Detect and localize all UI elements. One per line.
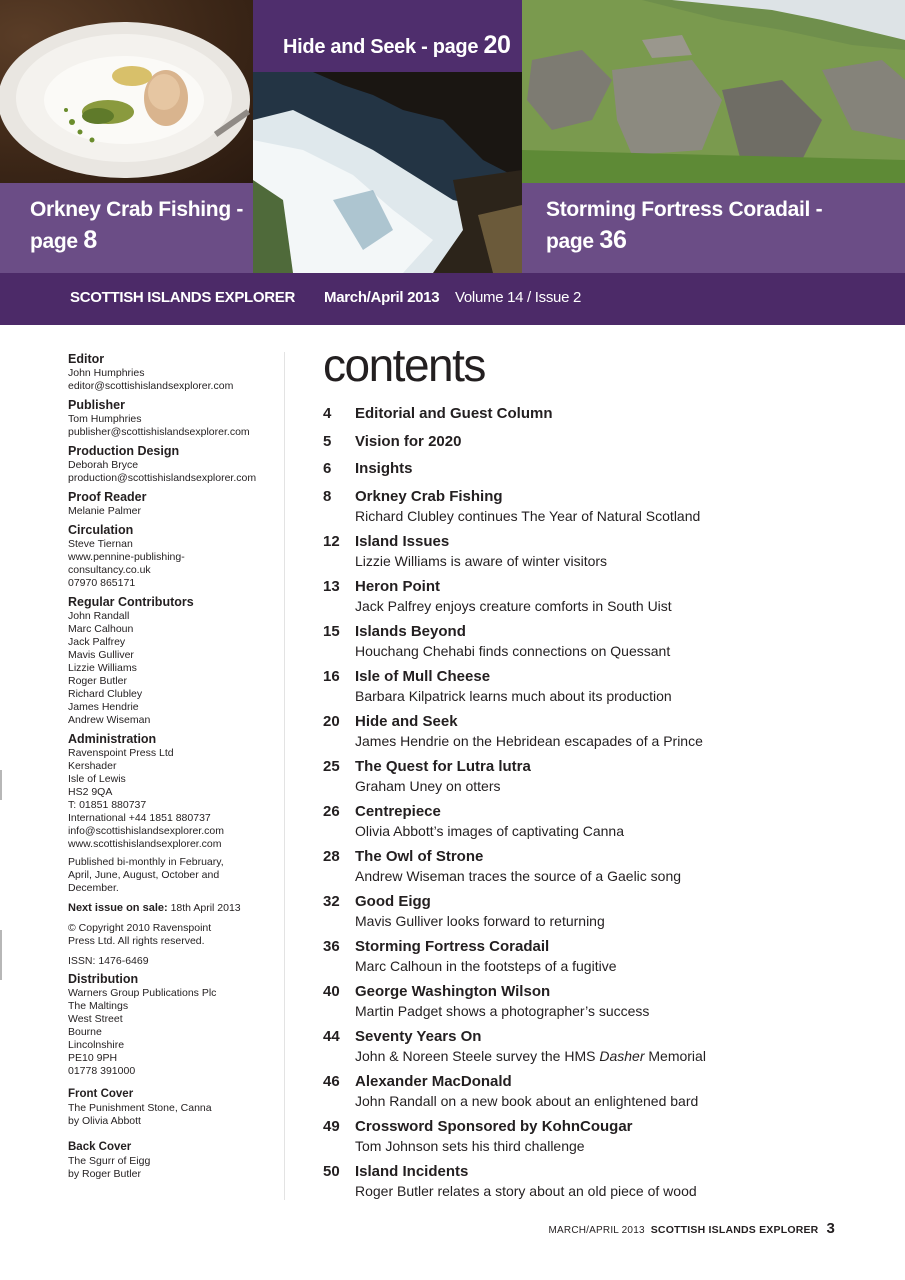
back-cover-heading: Back Cover <box>68 1141 132 1153</box>
contents-page-number: 40 <box>323 982 340 1000</box>
masthead-line: Steve Tiernan <box>68 538 133 550</box>
masthead-front-cover: Front Cover The Punishment Stone, Canna by Olivia Abbott <box>68 1087 278 1128</box>
contents-article-title: Islands Beyond <box>355 622 466 640</box>
contents-article-title: Orkney Crab Fishing <box>355 487 503 505</box>
contents-item[interactable] <box>323 802 883 847</box>
contents-article-title: Good Eigg <box>355 892 431 910</box>
masthead-line: Mavis Gulliver <box>68 649 134 661</box>
masthead-line: Marc Calhoun <box>68 623 134 635</box>
contents-page-number: 15 <box>323 622 340 640</box>
contents-article-description: Marc Calhoun in the footsteps of a fugitive <box>355 957 617 974</box>
masthead-line: Jack Palfrey <box>68 636 126 648</box>
masthead-line: Deborah Bryce <box>68 459 139 471</box>
next-issue <box>68 902 278 915</box>
masthead-line: www.pennine-publishing- <box>68 551 185 563</box>
contents-page-number: 8 <box>323 487 332 505</box>
masthead-column <box>68 352 278 1186</box>
contents-page-number: 20 <box>323 712 340 730</box>
masthead-line: Kershader <box>68 760 117 772</box>
caption-orkney-page: 8 <box>83 226 97 254</box>
masthead-section <box>68 523 278 590</box>
masthead-section <box>68 732 278 851</box>
contents-article-title: Editorial and Guest Column <box>355 405 553 422</box>
contents-article-description: Barbara Kilpatrick learns much about its production <box>355 687 672 704</box>
cover-banner <box>0 0 905 273</box>
caption-hide-and-seek[interactable] <box>253 0 522 72</box>
contents-page-number: 16 <box>323 667 340 685</box>
page-number: 3 <box>826 1220 835 1237</box>
contents-item[interactable] <box>323 1162 883 1207</box>
contents-article-title: The Owl of Strone <box>355 847 484 865</box>
caption-orkney-crab-fishing-text: Orkney Crab Fishing - <box>30 198 244 221</box>
contents-article-description: Roger Butler relates a story about an old piece of wood <box>355 1182 697 1199</box>
contents-article-description: Martin Padget shows a photographer’s success <box>355 1002 650 1019</box>
masthead-line: Ravenspoint Press Ltd <box>68 747 174 759</box>
page-edge-mark <box>0 930 2 980</box>
contents-item[interactable] <box>323 577 883 622</box>
contents-article-description: Jack Palfrey enjoys creature comforts in South Uist <box>355 597 672 614</box>
masthead-line: www.scottishislandsexplorer.com <box>68 838 222 850</box>
masthead-line: John Humphries <box>68 367 145 379</box>
contents-item[interactable] <box>323 532 883 577</box>
contents-article-title: Storming Fortress Coradail <box>355 937 550 955</box>
contents-page-number: 28 <box>323 847 340 865</box>
contents-item[interactable] <box>323 459 883 487</box>
contents-article-description: Houchang Chehabi finds connections on Quessant <box>355 642 671 659</box>
masthead-back-cover: Back Cover The Sgurr of Eigg by Roger Butler <box>68 1140 278 1181</box>
contents-page-number: 4 <box>323 405 332 422</box>
masthead-line: James Hendrie <box>68 701 139 713</box>
contents-article-description: Lizzie Williams is aware of winter visitors <box>355 552 608 569</box>
page-footer <box>549 1220 835 1237</box>
masthead-heading: Proof Reader <box>68 490 147 504</box>
contents-item[interactable] <box>323 622 883 667</box>
magazine-title: SCOTTISH ISLANDS EXPLORER <box>70 289 296 306</box>
contents-article-title: Heron Point <box>355 577 440 595</box>
contents-article-description: Tom Johnson sets his third challenge <box>355 1137 585 1154</box>
hillside-photo <box>522 0 905 183</box>
caption-orkney-crab-fishing[interactable] <box>0 183 253 273</box>
masthead-section <box>68 398 278 439</box>
contents-page-number: 5 <box>323 432 332 450</box>
masthead-line: 07970 865171 <box>68 577 136 589</box>
masthead-line: T: 01851 880737 <box>68 799 147 811</box>
contents-item[interactable] <box>323 404 883 432</box>
caption-storming-page: 36 <box>599 226 627 254</box>
contents-page-number: 26 <box>323 802 340 820</box>
masthead-line: HS2 9QA <box>68 786 113 798</box>
footer-issue: MARCH/APRIL 2013 <box>548 1225 645 1236</box>
contents-item[interactable] <box>323 892 883 937</box>
page-edge-mark <box>0 770 2 800</box>
contents-item[interactable] <box>323 937 883 982</box>
contents-item[interactable] <box>323 982 883 1027</box>
contents-page-number: 36 <box>323 937 340 955</box>
contents-article-title: George Washington Wilson <box>355 982 551 1000</box>
caption-storming-fortress-coradail[interactable] <box>522 183 905 273</box>
next-issue-date: 18th April 2013 <box>170 902 241 914</box>
contents-item[interactable] <box>323 847 883 892</box>
contents-item[interactable] <box>323 1027 883 1072</box>
contents-article-description: Olivia Abbott’s images of captivating Canna <box>355 822 625 839</box>
contents-article-title: Island Incidents <box>355 1162 469 1180</box>
contents-article-title: Crossword Sponsored by KohnCougar <box>355 1117 633 1135</box>
caption-orkney-page-prefix: page <box>30 230 78 253</box>
contents-item[interactable] <box>323 432 883 460</box>
contents-heading: contents <box>323 339 485 391</box>
masthead-line: Andrew Wiseman <box>68 714 151 726</box>
contents-item[interactable] <box>323 667 883 712</box>
masthead-section <box>68 490 278 518</box>
contents-page-number: 50 <box>323 1162 340 1180</box>
next-issue-label: Next issue on sale: <box>68 902 168 914</box>
masthead-line: Roger Butler <box>68 675 127 687</box>
column-divider <box>284 352 285 1200</box>
issn: ISSN: 1476-6469 <box>68 955 149 967</box>
masthead-section <box>68 595 278 727</box>
contents-list <box>323 404 883 1207</box>
distribution-heading: Distribution <box>68 972 139 986</box>
contents-article-title: Isle of Mull Cheese <box>355 667 491 685</box>
contents-article-description <box>355 1047 883 1066</box>
contents-page-number: 32 <box>323 892 340 910</box>
description-part: Memorial <box>644 1047 706 1064</box>
masthead-distribution: Distribution Warners Group Publications Plc The Maltings West Street Bourne Lincolnshire PE10 9PH 01778 391000 <box>68 972 278 1078</box>
crab-dish-photo <box>0 0 253 183</box>
caption-hide-and-seek-text: Hide and Seek - page <box>283 36 479 58</box>
contents-item[interactable] <box>323 1072 883 1117</box>
contents-article-description: James Hendrie on the Hebridean escapades of a Prince <box>355 732 703 749</box>
masthead-heading: Editor <box>68 352 105 366</box>
masthead-line: production@scottishislandsexplorer.com <box>68 472 257 484</box>
footer-magazine: SCOTTISH ISLANDS EXPLORER <box>650 1224 819 1236</box>
publication-frequency: Published bi-monthly in February, April, June, August, October and December. <box>68 856 224 894</box>
caption-storming-page-prefix: page <box>546 230 594 253</box>
contents-article-description: John Randall on a new book about an enlightened bard <box>355 1092 699 1109</box>
contents-article-title: Vision for 2020 <box>355 432 462 450</box>
contents-item[interactable] <box>323 1117 883 1162</box>
contents-item[interactable] <box>323 487 883 532</box>
contents-article-description: Mavis Gulliver looks forward to returning <box>355 912 605 929</box>
contents-article-title: Hide and Seek <box>355 712 458 730</box>
contents-page-number: 13 <box>323 577 340 595</box>
masthead-line: John Randall <box>68 610 130 622</box>
contents-article-title: Centrepiece <box>355 802 441 820</box>
masthead-heading: Regular Contributors <box>68 595 194 609</box>
contents-article-title: The Quest for Lutra lutra <box>355 757 531 775</box>
contents-item[interactable] <box>323 712 883 757</box>
contents-article-title: Alexander MacDonald <box>355 1072 512 1090</box>
contents-page-number: 46 <box>323 1072 340 1090</box>
contents-item[interactable] <box>323 757 883 802</box>
masthead-line: Lizzie Williams <box>68 662 137 674</box>
issue-info-bar <box>0 273 905 325</box>
contents-article-description: Andrew Wiseman traces the source of a Gaelic song <box>355 867 682 884</box>
masthead-line: info@scottishislandsexplorer.com <box>68 825 224 837</box>
description-part: Dasher <box>599 1047 645 1064</box>
contents-page-number: 25 <box>323 757 340 775</box>
contents-article-title: Island Issues <box>355 532 450 550</box>
masthead-heading: Circulation <box>68 523 134 537</box>
contents-article-description: Graham Uney on otters <box>355 777 501 794</box>
contents-article-title: Seventy Years On <box>355 1027 482 1045</box>
masthead-line: International +44 1851 880737 <box>68 812 211 824</box>
issue-date: March/April 2013 <box>324 289 440 306</box>
masthead-line: Richard Clubley <box>68 688 143 700</box>
masthead-line: Tom Humphries <box>68 413 142 425</box>
contents-article-title: Insights <box>355 460 413 477</box>
contents-page-number: 44 <box>323 1027 340 1045</box>
caption-storming-text: Storming Fortress Coradail - <box>546 198 823 221</box>
contents-page-number: 49 <box>323 1117 340 1135</box>
masthead-section <box>68 352 278 393</box>
masthead-line: Melanie Palmer <box>68 505 141 517</box>
masthead-heading: Publisher <box>68 398 125 412</box>
contents-page-number: 12 <box>323 532 340 550</box>
caption-hide-and-seek-page: 20 <box>483 31 511 59</box>
masthead-heading: Production Design <box>68 444 180 458</box>
volume-issue: Volume 14 / Issue 2 <box>455 289 582 306</box>
description-part: John & Noreen Steele survey the HMS <box>355 1047 600 1064</box>
masthead-section <box>68 444 278 485</box>
contents-page-number: 6 <box>323 460 332 477</box>
masthead-heading: Administration <box>68 732 157 746</box>
masthead-line: consultancy.co.uk <box>68 564 151 576</box>
front-cover-heading: Front Cover <box>68 1088 134 1100</box>
masthead-line: Isle of Lewis <box>68 773 126 785</box>
copyright-notice: © Copyright 2010 Ravenspoint Press Ltd. All rights reserved. <box>68 922 212 947</box>
contents-article-description: Richard Clubley continues The Year of Natural Scotland <box>355 507 701 524</box>
masthead-line: editor@scottishislandsexplorer.com <box>68 380 234 392</box>
masthead-line: publisher@scottishislandsexplorer.com <box>68 426 250 438</box>
